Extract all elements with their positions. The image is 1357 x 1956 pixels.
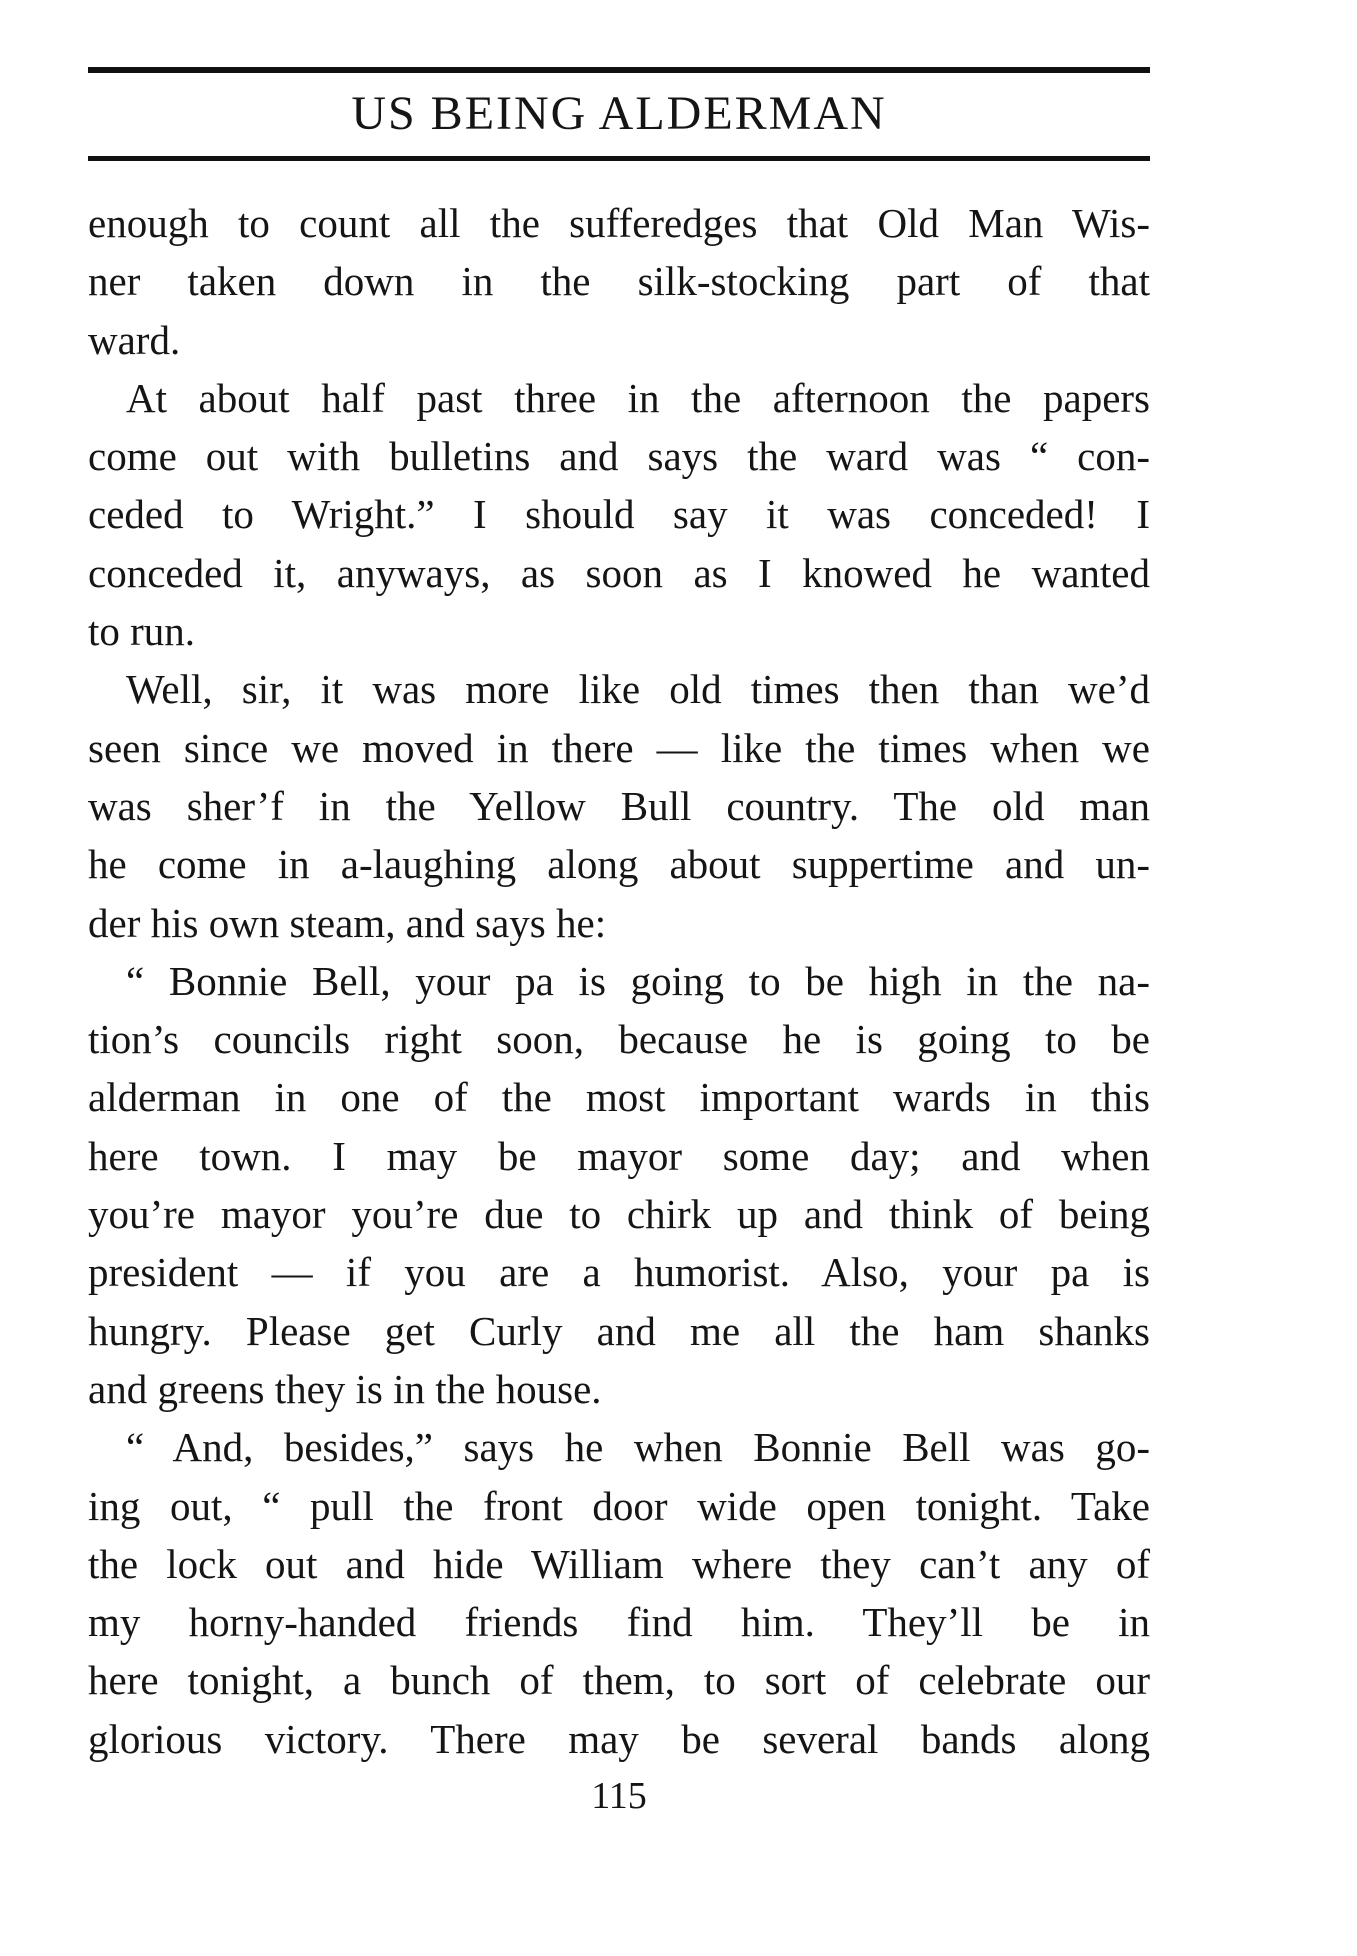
text-line: and greens they is in the house.	[88, 1365, 602, 1412]
text-line: president — if you are a humorist. Also, your pa is	[88, 1249, 1150, 1296]
text-line: alderman in one of the most important wards in this	[88, 1074, 1150, 1121]
text-line: hungry. Please get Curly and me all the ham shanks	[88, 1307, 1150, 1354]
text-line: my horny-handed friends find him. They’ll be in	[88, 1599, 1150, 1646]
header-rule-bottom	[88, 156, 1150, 161]
text-line: Well, sir, it was more like old times then than we’d	[126, 666, 1150, 713]
running-head: US BEING ALDERMAN	[351, 87, 887, 140]
body-text	[88, 194, 1150, 1768]
text-line: “ Bonnie Bell, your pa is going to be high in the na-	[126, 957, 1150, 1004]
header-rule-top	[88, 67, 1150, 73]
text-line: you’re mayor you’re due to chirk up and think of being	[88, 1191, 1150, 1238]
text-line: the lock out and hide William where they can’t any of	[88, 1540, 1150, 1587]
text-line: glorious victory. There may be several bands along	[88, 1715, 1150, 1762]
text-line: seen since we moved in there — like the times when we	[88, 724, 1150, 771]
text-line: here tonight, a bunch of them, to sort of celebrate our	[88, 1657, 1150, 1704]
text-line: come out with bulletins and says the ward was “ con-	[88, 433, 1150, 480]
text-line: tion’s councils right soon, because he is going to be	[88, 1016, 1150, 1063]
text-line: der his own steam, and says he:	[88, 899, 607, 946]
text-line: to run.	[88, 608, 196, 655]
text-line: At about half past three in the afternoon the papers	[126, 374, 1150, 421]
text-line: “ And, besides,” says he when Bonnie Bell was go-	[126, 1424, 1150, 1471]
text-line: ner taken down in the silk-stocking part of that	[88, 258, 1150, 305]
text-line: ward.	[88, 316, 181, 363]
text-line: enough to count all the sufferedges that Old Man Wis-	[88, 200, 1150, 246]
text-line: ing out, “ pull the front door wide open tonight. Take	[88, 1482, 1150, 1529]
text-line: here town. I may be mayor some day; and when	[88, 1132, 1150, 1179]
text-line: he come in a-laughing along about suppertime and un-	[88, 841, 1150, 888]
text-line: ceded to Wright.” I should say it was conceded! I	[88, 491, 1150, 538]
text-line: was sher’f in the Yellow Bull country. The old man	[88, 782, 1150, 829]
page-number: 115	[591, 1775, 647, 1817]
text-line: conceded it, anyways, as soon as I knowed he wanted	[88, 549, 1150, 596]
